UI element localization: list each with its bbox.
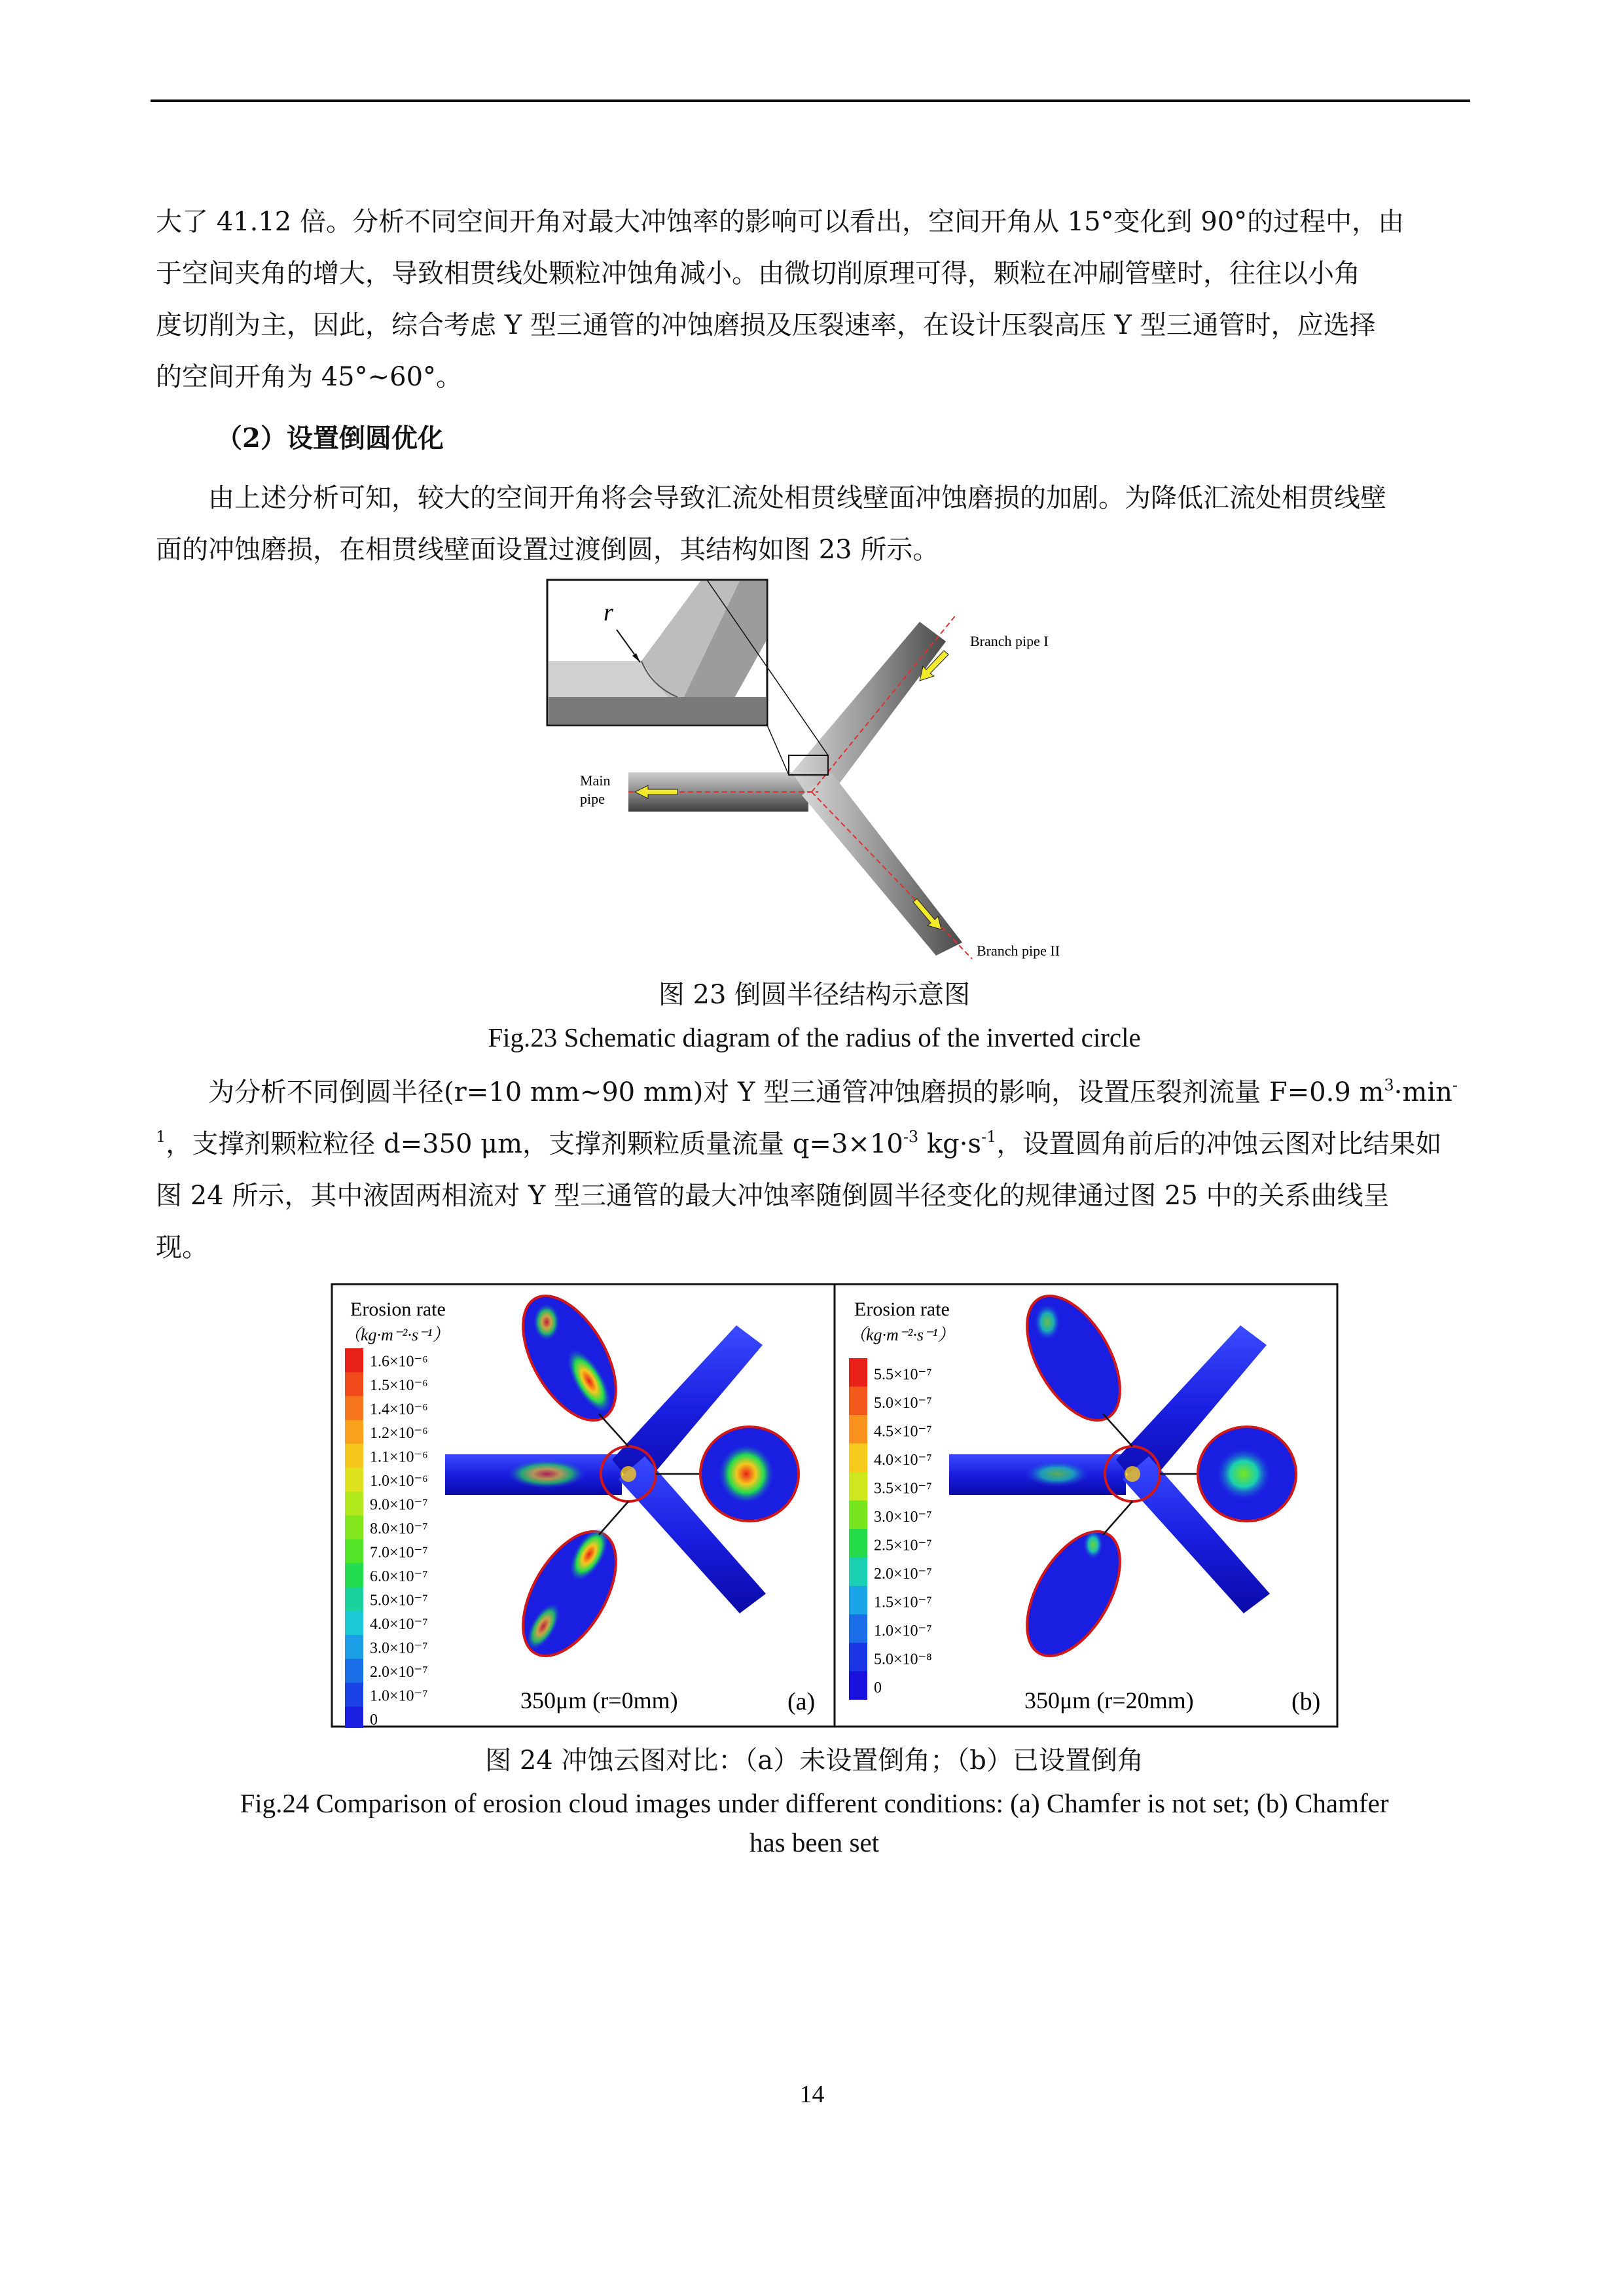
legend-a-swatch [345,1587,363,1611]
legend-a-label: 1.1×10⁻⁶ [370,1448,428,1466]
legend-a-swatch [345,1707,363,1729]
legend-a-label: 1.2×10⁻⁶ [370,1424,428,1442]
paragraph-line: 为分析不同倒圆半径(r=10 mm~90 mm)对 Y 型三通管冲蚀磨损的影响，设置压裂剂流量 F=0.9 $m^3\cdot\min^-$ [156,1076,1458,1107]
paragraph-1 [156,196,1473,403]
panel-a-tag: (a) [787,1688,816,1715]
legend-b-swatch [849,1529,867,1558]
branch-pipe-2-label: Branch pipe II [977,942,1060,959]
paragraph-2 [156,473,1473,576]
legend-b-label: 0 [874,1679,882,1697]
main-pipe-label-1: Main [580,772,611,789]
legend-a-label: 7.0×10⁻⁷ [370,1544,428,1562]
figure-23-diagram [543,576,1146,962]
legend-b-swatch [849,1444,867,1473]
legend-b-swatch [849,1615,867,1643]
paragraph-line: 由上述分析可知，较大的空间开角将会导致汇流处相贯线壁面冲蚀磨损的加剧。为降低汇流处相贯线壁 [156,483,1386,513]
legend-a-label: 3.0×10⁻⁷ [370,1640,428,1657]
legend-a-label: 8.0×10⁻⁷ [370,1520,428,1537]
legend-a-unit: （kg·m⁻²·s⁻¹） [344,1325,450,1344]
legend-b-swatch [849,1643,867,1672]
legend-b-title: Erosion rate [854,1299,950,1320]
legend-a-swatch [345,1420,363,1444]
radius-label: r [604,599,613,626]
legend-a-swatch [345,1539,363,1564]
legend-a-label: 1.6×10⁻⁶ [370,1353,428,1371]
legend-a-label: 6.0×10⁻⁷ [370,1568,428,1585]
legend-b-swatch [849,1586,867,1615]
paragraph-3 [156,1067,1473,1274]
paragraph-line: 图 24 所示，其中液固两相流对 Y 型三通管的最大冲蚀率随倒圆半径变化的规律通过图 25 中的关系曲线呈 [156,1181,1390,1211]
panel-b-tag: (b) [1291,1688,1321,1715]
paragraph-line: 大了 41.12 倍。分析不同空间开角对最大冲蚀率的影响可以看出，空间开角从 15°变化到 90°的过程中，由 [156,207,1405,237]
legend-a-label: 1.4×10⁻⁶ [370,1401,428,1418]
legend-b-label: 4.0×10⁻⁷ [874,1452,932,1469]
panel-a-condition: 350μm (r=0mm) [520,1687,678,1713]
legend-a-label: 0 [370,1711,378,1728]
legend-b-swatch [849,1415,867,1444]
legend-b-swatch [849,1387,867,1416]
legend-b-label: 3.5×10⁻⁷ [874,1480,932,1498]
paragraph-line: 于空间夹角的增大，导致相贯线处颗粒冲蚀角减小。由微切削原理可得，颗粒在冲刷管壁时，往往以小角 [156,259,1360,289]
legend-a-label: 1.5×10⁻⁶ [370,1376,428,1394]
legend-b-label: 2.5×10⁻⁷ [874,1537,932,1554]
legend-b-swatch [849,1558,867,1587]
header-rule [151,99,1470,102]
legend-a-swatch [345,1492,363,1516]
figure-23-caption-en: Fig.23 Schematic diagram of the radius of the inverted circle [488,1022,1141,1052]
legend-b-label: 3.0×10⁻⁷ [874,1509,932,1526]
legend-a-swatch [345,1396,363,1420]
figure-24-caption-cn: 图 24 冲蚀云图对比：（a）未设置倒角；（b）已设置倒角 [485,1746,1144,1776]
legend-a-swatch [345,1444,363,1468]
legend-a-label: 9.0×10⁻⁷ [370,1496,428,1514]
legend-b-label: 5.5×10⁻⁷ [874,1366,932,1384]
figure-23-caption-cn: 图 23 倒圆半径结构示意图 [658,980,971,1010]
legend-a-swatch [345,1659,363,1683]
legend-a-swatch [345,1348,363,1372]
legend-b-label: 2.0×10⁻⁷ [874,1566,932,1583]
figure-24-erosion-maps [331,1283,1339,1728]
legend-b-label: 5.0×10⁻⁷ [874,1395,932,1412]
legend-b-unit: （kg·m⁻²·s⁻¹） [849,1325,955,1344]
paragraph-line: 现。 [156,1232,208,1263]
legend-a-swatch [345,1468,363,1492]
section-heading: （2）设置倒圆优化 [216,423,444,454]
legend-b-label: 5.0×10⁻⁸ [874,1651,932,1668]
figure-24-caption-en-1: Fig.24 Comparison of erosion cloud images under different conditions: (a) Chamfer is not set; (b) Chamfer [240,1788,1389,1818]
paragraph-line: 面的冲蚀磨损，在相贯线壁面设置过渡倒圆，其结构如图 23 所示。 [156,535,939,565]
legend-a-swatch [345,1683,363,1707]
legend-a-label: 1.0×10⁻⁶ [370,1472,428,1490]
figure-24-caption-en-2: has been set [749,1827,880,1857]
legend-b-label: 1.5×10⁻⁷ [874,1594,932,1611]
legend-b-swatch [849,1472,867,1501]
legend-a-label: 1.0×10⁻⁷ [370,1687,428,1705]
panel-b-condition: 350μm (r=20mm) [1024,1687,1194,1713]
legend-a-swatch [345,1372,363,1397]
legend-a-swatch [345,1516,363,1540]
legend-b-swatch [849,1672,867,1700]
paragraph-line: $^1$，支撑剂颗粒粒径 d=350 μm，支撑剂颗粒质量流量 $q=3\times 10^{-3}$ $kg\cdot s^{-1}$，设置圆角前后的冲蚀云图对比结果如 [156,1128,1442,1159]
legend-a-title: Erosion rate [350,1299,446,1320]
legend-b-label: 1.0×10⁻⁷ [874,1623,932,1640]
main-pipe-label-2: pipe [580,791,605,807]
page-number: 14 [799,2081,825,2108]
legend-a-label: 2.0×10⁻⁷ [370,1663,428,1681]
legend-b-swatch [849,1358,867,1387]
paragraph-line: 的空间开角为 45°~60°。 [156,362,463,392]
branch-pipe-1-label: Branch pipe I [970,633,1049,649]
legend-a-swatch [345,1635,363,1659]
legend-a-swatch [345,1611,363,1636]
legend-b-swatch [849,1501,867,1530]
legend-b-label: 4.5×10⁻⁷ [874,1423,932,1441]
legend-a-swatch [345,1564,363,1588]
legend-a-label: 5.0×10⁻⁷ [370,1592,428,1609]
branch-pipe-1 [792,622,946,812]
legend-a-label: 4.0×10⁻⁷ [370,1615,428,1633]
paragraph-line: 度切削为主，因此，综合考虑 Y 型三通管的冲蚀磨损及压裂速率，在设计压裂高压 Y 型三通管时，应选择 [156,310,1376,340]
